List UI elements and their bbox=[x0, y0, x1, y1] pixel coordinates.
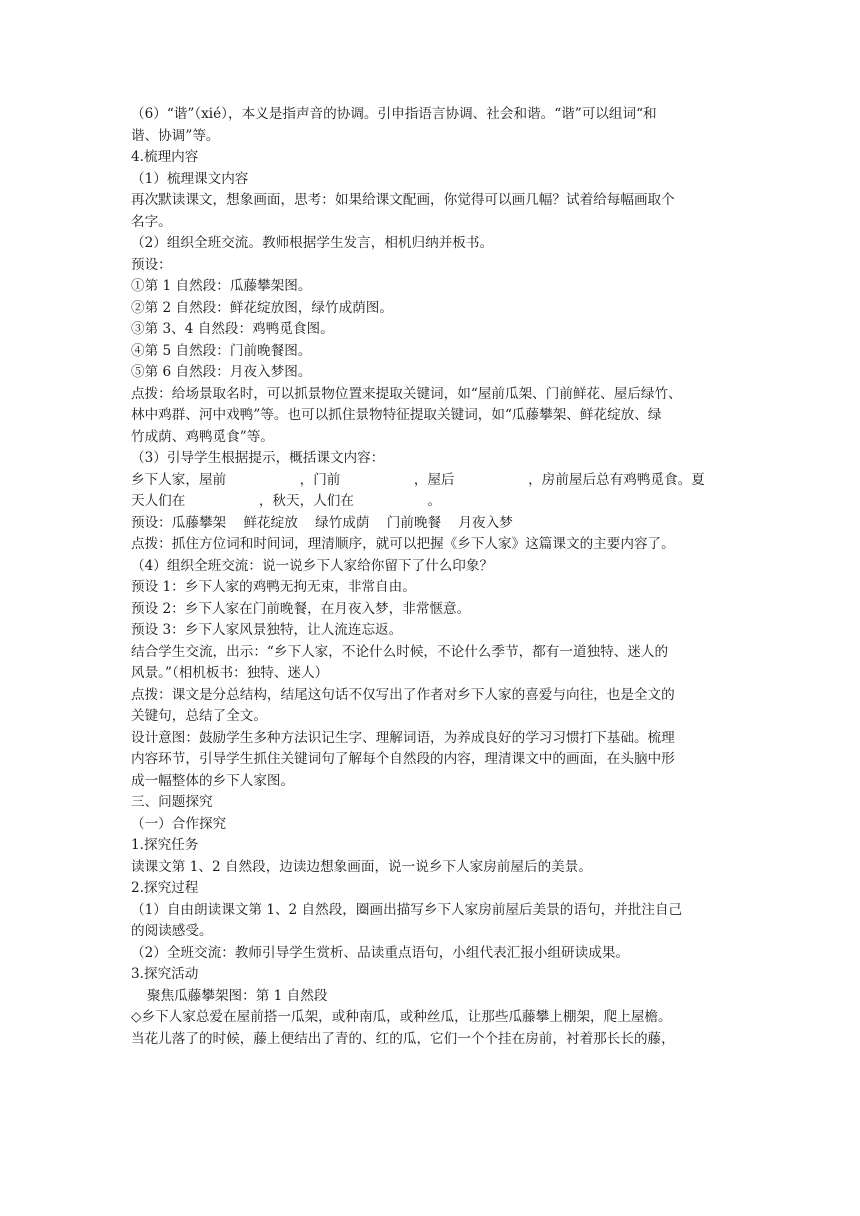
fill-in-line: 乡下人家，屋前 ，门前 ，屋后 ，房前屋后总有鸡鸭觅食。夏 bbox=[131, 471, 705, 488]
doc-line: 成一幅整体的乡下人家图。 bbox=[131, 772, 295, 789]
doc-line: 当花儿落了的时候，藤上便结出了青的、红的瓜，它们一个个挂在房前，衬着那长长的藤， bbox=[131, 1030, 675, 1047]
doc-line: 预设： bbox=[131, 256, 172, 273]
doc-line: 的阅读感受。 bbox=[131, 923, 213, 939]
doc-line: ②第 2 自然段：鲜花绽放图，绿竹成荫图。 bbox=[131, 299, 393, 316]
doc-line: （4）组织全班交流：说一说乡下人家给你留下了什么印象？ bbox=[131, 557, 494, 574]
doc-line: 读课文第 1、2 自然段，边读边想象画面，说一说乡下人家房前屋后的美景。 bbox=[131, 858, 592, 875]
section-heading: 3.探究活动 bbox=[131, 966, 199, 982]
doc-line: 预设 2：乡下人家在门前晚餐，在月夜入梦，非常惬意。 bbox=[131, 600, 471, 617]
section-heading: 1.探究任务 bbox=[131, 837, 199, 853]
doc-line: 内容环节，引导学生抓住关键词句了解每个自然段的内容，理清课文中的画面，在头脑中形 bbox=[131, 751, 675, 767]
doc-line: 预设 3：乡下人家风景独特，让人流连忘返。 bbox=[131, 622, 403, 638]
doc-line: 预设：瓜藤攀架 鲜花绽放 绿竹成荫 门前晚餐 月夜入梦 bbox=[131, 514, 513, 531]
doc-line: 林中鸡群、河中戏鸭”等。也可以抓住景物特征提取关键词，如“瓜藤攀架、鲜花绽放、绿 bbox=[131, 407, 662, 423]
doc-line: ①第 1 自然段：瓜藤攀架图。 bbox=[131, 278, 312, 294]
doc-line: 结合学生交流，出示：“乡下人家，不论什么时候，不论什么季节，都有一道独特、迷人的 bbox=[131, 643, 669, 660]
document-page bbox=[131, 104, 731, 1050]
section-heading: 2.探究过程 bbox=[131, 880, 199, 896]
doc-line: 点拨：给场景取名时，可以抓景物位置来提取关键词，如“屋前瓜架、门前鲜花、屋后绿竹、 bbox=[131, 385, 682, 402]
section-heading: 4.梳理内容 bbox=[131, 149, 199, 165]
doc-line: 竹成荫、鸡鸭觅食”等。 bbox=[131, 428, 274, 445]
section-heading: （一）合作探究 bbox=[131, 815, 227, 832]
doc-line: 设计意图：鼓励学生多种方法识记生字、理解词语，为养成良好的学习习惯打下基础。梳理 bbox=[131, 729, 675, 746]
doc-line: （1）自由朗读课文第 1、2 自然段，圈画出描写乡下人家房前屋后美景的语句，并批注自己 bbox=[131, 901, 683, 918]
doc-line: ◇乡下人家总爱在屋前搭一瓜架，或种南瓜，或种丝瓜，让那些瓜藤攀上棚架，爬上屋檐。 bbox=[131, 1009, 672, 1025]
doc-line: 风景。”（相机板书：独特、迷人） bbox=[131, 665, 329, 681]
doc-line: 预设 1：乡下人家的鸡鸭无拘无束，非常自由。 bbox=[131, 579, 416, 595]
fill-in-line: 天人们在 ，秋天，人们在 。 bbox=[131, 493, 442, 509]
doc-line: 关键句，总结了全文。 bbox=[131, 708, 267, 724]
doc-line: （2）组织全班交流。教师根据学生发言，相机归纳并板书。 bbox=[131, 235, 494, 251]
doc-line: （1）梳理课文内容 bbox=[131, 170, 249, 187]
doc-line: ⑤第 6 自然段：月夜入梦图。 bbox=[131, 364, 312, 380]
section-heading: 三、问题探究 bbox=[131, 794, 213, 810]
doc-line: ③第 3、4 自然段：鸡鸭觅食图。 bbox=[131, 321, 334, 337]
doc-line: 谐、协调”等。 bbox=[131, 127, 220, 144]
doc-line: （3）引导学生根据提示，概括课文内容： bbox=[131, 450, 385, 466]
doc-line: 点拨：课文是分总结构，结尾这句话不仅写出了作者对乡下人家的喜爱与向往，也是全文的 bbox=[131, 686, 675, 703]
doc-line: 再次默读课文，想象画面，思考：如果给课文配画，你觉得可以画几幅？试着给每幅画取个 bbox=[131, 192, 675, 208]
doc-line: 点拨：抓住方位词和时间词，理清顺序，就可以把握《乡下人家》这篇课文的主要内容了。 bbox=[131, 536, 675, 552]
doc-line: 聚焦瓜藤攀架图：第 1 自然段 bbox=[147, 987, 328, 1004]
doc-line: ④第 5 自然段：门前晚餐图。 bbox=[131, 342, 312, 359]
doc-line: 名字。 bbox=[131, 213, 172, 230]
doc-line: （2）全班交流：教师引导学生赏析、品读重点语句，小组代表汇报小组研读成果。 bbox=[131, 944, 630, 961]
doc-line: （6）“谐”（xié），本义是指声音的协调。引申指语言协调、社会和谐。“谐”可以组词“和 bbox=[131, 106, 657, 122]
